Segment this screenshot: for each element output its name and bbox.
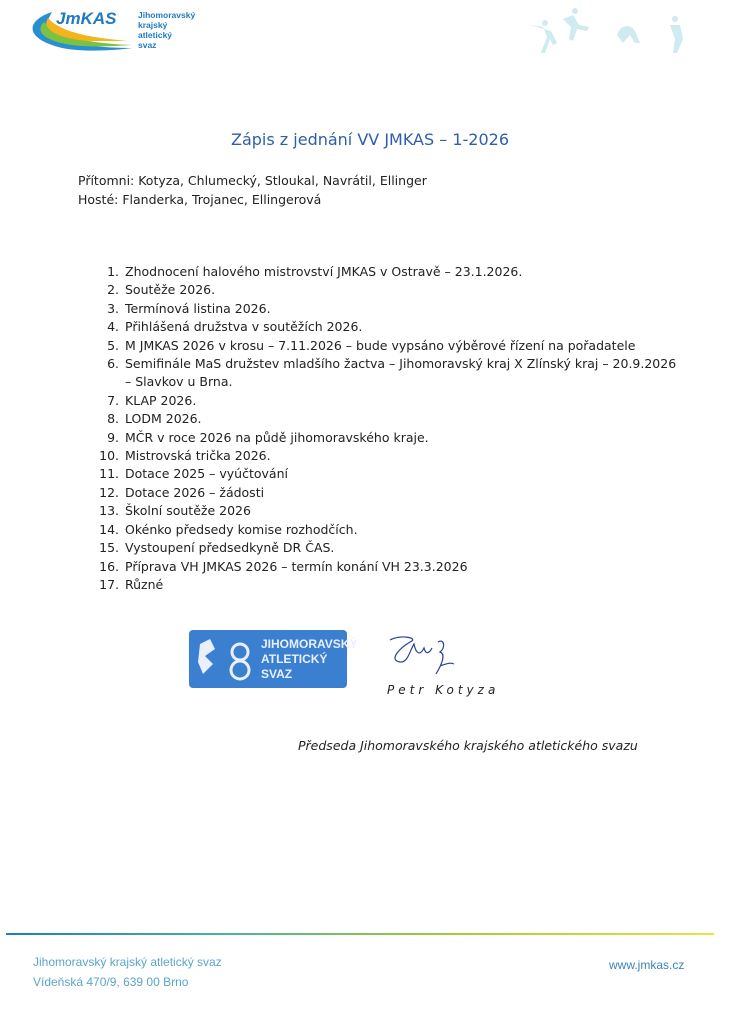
footer-street: Vídeňská 470/9, 639 00 Brno [33, 975, 189, 989]
agenda-item: 6. Semifinále MaS družstev mladšího žactva – Jihomoravský kraj X Zlínský kraj – 20.9.2026 – Slavkov u Brna. [123, 355, 683, 392]
document-title: Zápis z jednání VV JMKAS – 1-2026 [231, 130, 509, 149]
agenda-item: 10. Mistrovská trička 2026. [123, 447, 683, 465]
agenda-item: 2. Soutěže 2026. [123, 281, 683, 299]
handwritten-signature [380, 630, 470, 680]
logo-text: JmKAS [56, 9, 117, 28]
agenda-item: 14. Okénko předsedy komise rozhodčích. [123, 521, 683, 539]
footer-address [33, 952, 222, 992]
footer-divider [6, 933, 714, 935]
agenda-item: 13. Školní soutěže 2026 [123, 502, 683, 520]
agenda-item: 8. LODM 2026. [123, 410, 683, 428]
agenda-item: 1. Zhodnocení halového mistrovství JMKAS v Ostravě – 23.1.2026. [123, 263, 683, 281]
agenda-item: 11. Dotace 2025 – vyúčtování [123, 465, 683, 483]
official-stamp [189, 630, 358, 688]
agenda-item: 16. Příprava VH JMKAS 2026 – termín konání VH 23.3.2026 [123, 558, 683, 576]
guests: Hosté: Flanderka, Trojanec, Ellingerová [78, 192, 322, 207]
agenda-item: 17. Různé [123, 576, 683, 594]
org-line: Jihomoravský [138, 10, 196, 20]
stamp-line: SVAZ [261, 667, 293, 681]
agenda-item: 3. Termínová listina 2026. [123, 300, 683, 318]
agenda-item: 7. KLAP 2026. [123, 392, 683, 410]
stamp-line: JIHOMORAVSKÝ [261, 637, 358, 651]
signatory-role: Předseda Jihomoravského krajského atletického svazu [298, 738, 638, 753]
agenda-item: 15. Vystoupení předsedkyně DR ČAS. [123, 539, 683, 557]
footer-website-link[interactable]: www.jmkas.cz [609, 958, 685, 972]
org-line: atletický [138, 30, 173, 40]
agenda-item: 5. M JMKAS 2026 v krosu – 7.11.2026 – bude vypsáno výběrové řízení na pořadatele [123, 337, 683, 355]
agenda-item: 9. MČR v roce 2026 na půdě jihomoravského kraje. [123, 429, 683, 447]
signatory-name: Petr Kotyza [387, 683, 500, 697]
org-name [138, 10, 195, 50]
footer-org: Jihomoravský krajský atletický svaz [33, 955, 222, 969]
agenda-list [78, 263, 683, 594]
stamp-line: ATLETICKÝ [261, 652, 328, 666]
agenda-item: 4. Přihlášená družstva v soutěžích 2026. [123, 318, 683, 336]
stamp-emblem-icon [195, 634, 255, 684]
org-line: svaz [138, 40, 157, 50]
org-line: krajský [138, 20, 168, 30]
athletes-silhouettes-icon [505, 5, 700, 55]
agenda-item: 12. Dotace 2026 – žádosti [123, 484, 683, 502]
attendees: Přítomni: Kotyza, Chlumecký, Stloukal, Navrátil, Ellinger [78, 173, 427, 188]
